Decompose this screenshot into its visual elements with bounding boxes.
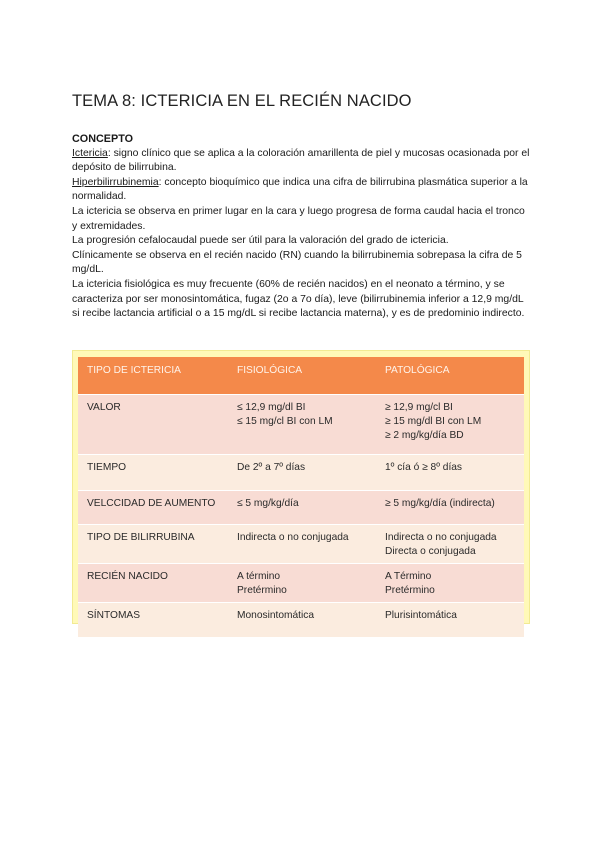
cell-line: A término — [237, 571, 281, 582]
fisio-cell — [228, 455, 376, 491]
cell-line: Pretérmino — [237, 585, 287, 596]
row-label: VELCCIDAD DE AUMENTO — [78, 491, 228, 525]
cell-line: Plurisintomática — [385, 610, 457, 621]
cell-line: ≥ 15 mg/dl BI con LM — [385, 416, 482, 427]
cell-line: Directa o conjugada — [385, 546, 476, 557]
cell-line: ≥ 2 mg/kg/día BD — [385, 430, 464, 441]
ictericia-table — [78, 357, 524, 637]
fisio-cell — [228, 564, 376, 603]
ictericia-term: Ictericia — [72, 147, 108, 159]
cell-line: Pretérmino — [385, 585, 435, 596]
hiperbilirrubinemia-term: Hiperbilirrubinemia — [72, 176, 159, 188]
cell-line: Indirecta o no conjugada — [385, 532, 497, 543]
concepto-section — [72, 132, 532, 322]
cell-line: ≥ 12,9 mg/cl BI — [385, 402, 453, 413]
cell-line: ≤ 12,9 mg/dl BI — [237, 402, 306, 413]
pato-cell — [376, 455, 524, 491]
pato-cell — [376, 395, 524, 455]
table-row — [78, 455, 524, 491]
paragraph-fisiologica: La ictericia fisiológica es muy frecuente (60% de recién nacidos) en el neonato a término, y se caracteriza por ser monosintomática, fugaz (2o a 7o día), leve (bilirrubinemia inferior a 12,9 mg/dL si recibe lactancia artificial o a 15 mg/dL si recibe lactancia materna), y es de predominio indirecto. — [72, 278, 525, 320]
header-tipo: TIPO DE ICTERICIA — [78, 357, 228, 395]
fisio-cell — [228, 395, 376, 455]
cell-line: A Término — [385, 571, 432, 582]
ictericia-def-text: : signo clínico que se aplica a la coloración amarillenta de piel y mucosas ocasionada por el depósito de bilirrubina. — [72, 147, 530, 174]
paragraph-progression: La ictericia se observa en primer lugar en la cara y luego progresa de forma caudal hacia el tronco y extremidades. — [72, 205, 525, 232]
pato-cell — [376, 525, 524, 564]
cell-line: Indirecta o no conjugada — [237, 532, 349, 543]
table-row — [78, 564, 524, 603]
row-label: VALOR — [78, 395, 228, 455]
cell-line: Monosintomática — [237, 610, 315, 621]
hiperbilirrubinemia-definition — [72, 176, 532, 205]
table-row — [78, 525, 524, 564]
table-row — [78, 395, 524, 455]
fisio-cell — [228, 603, 376, 637]
table-header-row — [78, 357, 524, 395]
header-patologica: PATOLÓGICA — [376, 357, 524, 395]
fisio-cell — [228, 491, 376, 525]
row-label: SÍNTOMAS — [78, 603, 228, 637]
ictericia-table-container — [72, 350, 530, 624]
fisio-cell — [228, 525, 376, 564]
paragraph-clinical: Clínicamente se observa en el recién nacido (RN) cuando la bilirrubinemia sobrepasa la cifra de 5 mg/dL. — [72, 249, 522, 276]
paragraph-cefalocaudal: La progresión cefalocaudal puede ser útil para la valoración del grado de ictericia. — [72, 235, 449, 247]
page-title: TEMA 8: ICTERICIA EN EL RECIÉN NACIDO — [72, 92, 412, 110]
header-fisiologica: FISIOLÓGICA — [228, 357, 376, 395]
cell-line: 1º cía ó ≥ 8º días — [385, 462, 463, 473]
cell-line: De 2º a 7º días — [237, 462, 306, 473]
table-row — [78, 491, 524, 525]
row-label: TIPO DE BILIRRUBINA — [78, 525, 228, 564]
concepto-heading: CONCEPTO — [72, 133, 133, 145]
ictericia-definition — [72, 147, 532, 176]
row-label: TIEMPO — [78, 455, 228, 491]
pato-cell — [376, 564, 524, 603]
table-row — [78, 603, 524, 637]
row-label: RECIÉN NACIDO — [78, 564, 228, 603]
cell-line: ≤ 5 mg/kg/día — [237, 498, 299, 509]
cell-line: ≤ 15 mg/cl BI con LM — [237, 416, 333, 427]
pato-cell — [376, 491, 524, 525]
pato-cell — [376, 603, 524, 637]
hiper-def-text: : concepto bioquímico que indica una cifra de bilirrubina plasmática superior a la normalidad. — [72, 176, 528, 203]
cell-line: ≥ 5 mg/kg/día (indirecta) — [385, 498, 495, 509]
